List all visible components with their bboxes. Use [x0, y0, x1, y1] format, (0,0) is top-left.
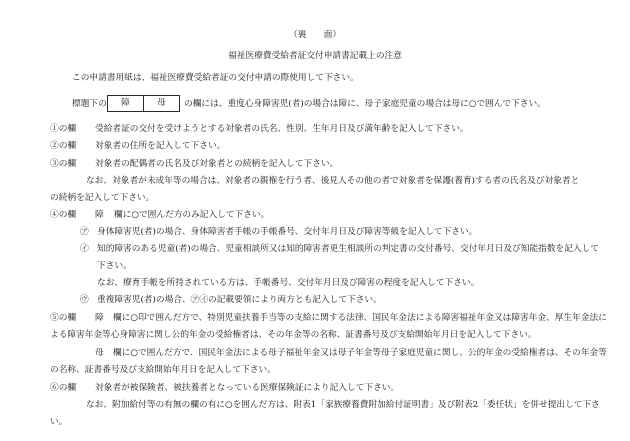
- sub-item-line: 重複障害児(者)の場合、㋐㋑の記載要領により両方とも記入して下さい。: [97, 295, 382, 305]
- category-box-disability: 障: [121, 98, 130, 108]
- field-mark: 母: [95, 348, 104, 358]
- document-title: 福祉医療費受給者証交付申請書記載上の注意: [228, 51, 402, 61]
- field-text-line: の名称、証書番号及び支給開始年月日を記入して下さい。: [50, 365, 276, 375]
- category-box: [107, 95, 180, 112]
- field-label: ②の欄: [50, 141, 77, 151]
- field-label: ③の欄: [50, 159, 77, 169]
- field-text: 欄に○で囲んだ方のみ記入して下さい。: [114, 210, 270, 220]
- field-label: ⑤の欄: [50, 313, 77, 323]
- sub-item-mark: ㋒: [80, 295, 89, 305]
- field-mark: 障: [95, 210, 104, 220]
- field-text: 対象者が被保険者、被扶養者となっている医療保険証により記入して下さい。: [95, 383, 400, 393]
- field-note-line: い。: [50, 417, 68, 427]
- sub-item-mark: ㋑: [80, 244, 89, 254]
- field-text: 対象者の住所を記入して下さい。: [95, 141, 226, 151]
- field-text-line: 欄に○印で囲んだ方で、特別児童扶養手当等の支給に関する法律、国民年金法による障害福祉年金又は障害年金、厚生年金法に: [113, 313, 607, 323]
- sub-item-line: 身体障害児(者)の場合、身体障害者手帳の手帳番号、交付年月日及び障害等級を記入して下さい。: [97, 227, 478, 237]
- field-text-line: よる障害年金等心身障害に関し公的年金の受給権者は、その年金等の名称、証書番号及び支給開始年月日を記入して下さい。: [50, 330, 537, 340]
- field-label: ⑥の欄: [50, 383, 77, 393]
- page-side-label: （裏 面）: [288, 30, 342, 40]
- field-mark: 障: [95, 313, 104, 323]
- field-note-line: なお、附加給付等の有無の欄の有に○を囲んだ方は、附表1「家族療養費附加給付証明書」及び附表2「委任状」を併せ提出して下さ: [86, 400, 600, 410]
- sub-item-mark: ㋐: [80, 227, 89, 237]
- intro-text: この申請書用紙は、福祉医療費受給者証の交付申請の際使用して下さい。: [72, 73, 359, 83]
- sub-item-note: なお、療育手帳を所持されている方は、手帳番号、交付年月日及び障害の程度を記入して下さい。: [97, 278, 480, 288]
- field-note-line: なお、対象者が未成年等の場合は、対象者の親権を行う者、後見人その他の者で対象者を保護(養育)する者の氏名及び対象者と: [86, 176, 580, 186]
- field-label: ④の欄: [50, 210, 77, 220]
- field-note-line: の続柄を記入して下さい。: [50, 193, 155, 203]
- category-box-mother: 母: [143, 96, 179, 111]
- field-text: 受給者証の交付を受けようとする対象者の氏名、性別、生年月日及び満年齢を記入して下さい。: [95, 124, 469, 134]
- field-text: 対象者の配偶者の氏名及び対象者との続柄を記入して下さい。: [95, 159, 339, 169]
- category-note-prefix: 標題下の: [72, 99, 107, 109]
- sub-item-line: 下さい。: [97, 261, 132, 271]
- category-note-suffix: の欄には、重度心身障害児(者)の場合は障に、母子家庭児童の場合は母に○で囲んで下さい。: [184, 99, 546, 109]
- field-text-line: 欄に○で囲んだ方で、国民年金法による母子福祉年金又は母子年金等母子家庭児童に関し、公的年金の受給権者は、その年金等: [113, 348, 607, 358]
- sub-item-line: 知的障害のある児童(者)の場合、児童相談所又は知的障害者更生相談所の判定書の交付番号、交付年月日及び知能指数を記入して: [97, 244, 599, 254]
- field-label: ①の欄: [50, 124, 77, 134]
